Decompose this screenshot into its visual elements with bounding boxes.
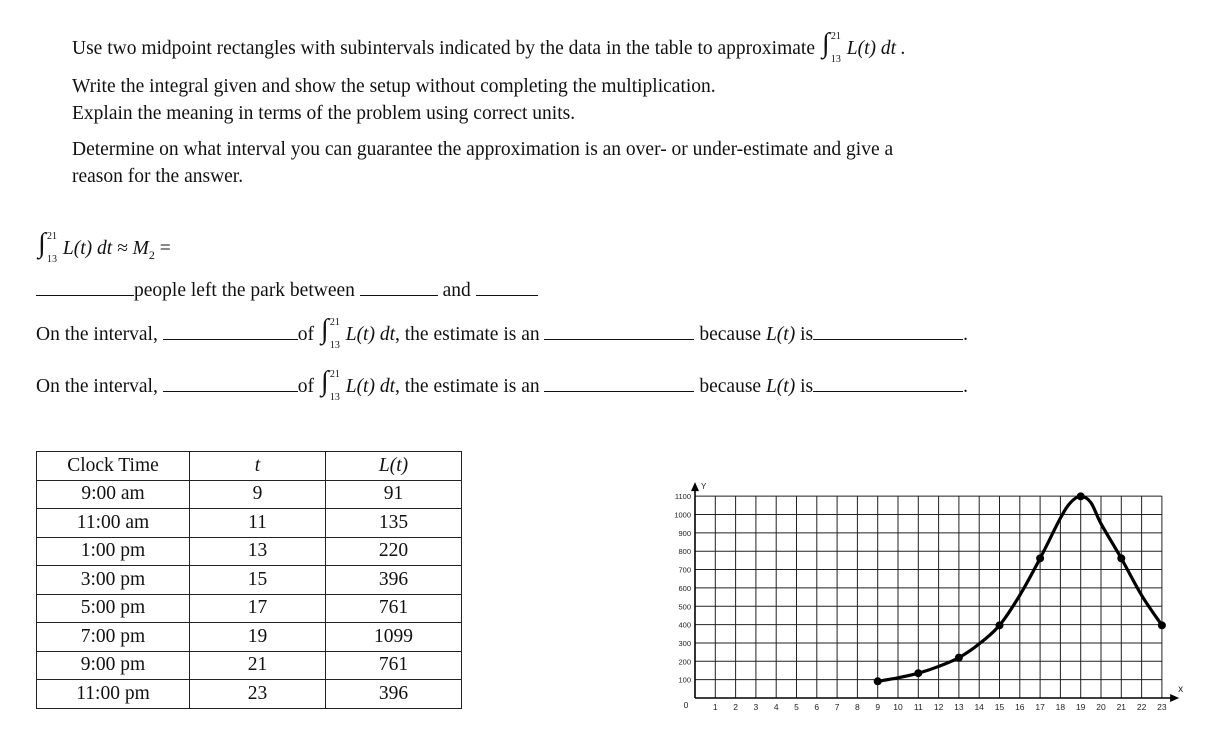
equals-sign: = xyxy=(159,238,171,259)
x-tick-label: 12 xyxy=(933,702,944,712)
integral-symbol: ∫ 21 13 xyxy=(38,228,57,265)
interval-line-2 xyxy=(36,366,968,403)
estimate-text: , the estimate is an xyxy=(395,376,540,397)
cell-t: 11 xyxy=(190,509,326,538)
cell-t: 21 xyxy=(190,651,326,680)
table-row xyxy=(37,480,462,509)
table-row xyxy=(37,651,462,680)
and-text: and xyxy=(442,280,471,301)
y-axis-arrow xyxy=(691,482,699,491)
data-point xyxy=(1158,621,1166,629)
cell-t: 17 xyxy=(190,594,326,623)
interval-line-1 xyxy=(36,314,968,351)
y-tick-label: 200 xyxy=(678,657,691,667)
x-tick-label: 6 xyxy=(814,702,820,712)
x-tick-label: 21 xyxy=(1116,702,1127,712)
blank-people[interactable] xyxy=(36,279,134,296)
interval-label: On the interval, xyxy=(36,376,158,397)
blank-interval-2[interactable] xyxy=(163,375,298,392)
x-tick-label: 17 xyxy=(1035,702,1045,712)
header-clock-time: Clock Time xyxy=(37,452,190,481)
blank-end-time[interactable] xyxy=(476,279,538,296)
header-t: t xyxy=(190,452,326,481)
y-tick-label: 600 xyxy=(678,583,691,593)
cell-time: 5:00 pm xyxy=(37,594,190,623)
period: . xyxy=(963,376,968,397)
is-text: is xyxy=(800,324,814,345)
data-point xyxy=(1036,554,1044,562)
table-row xyxy=(37,537,462,566)
approx-subscript: 2 xyxy=(148,247,155,262)
midpoint-setup-line xyxy=(36,228,171,266)
blank-reason-1[interactable] xyxy=(813,323,963,340)
cell-L: 1099 xyxy=(326,623,462,652)
estimate-text: , the estimate is an xyxy=(395,324,540,345)
x-tick-label: 22 xyxy=(1136,702,1147,712)
cell-t: 15 xyxy=(190,566,326,595)
because-text: because xyxy=(699,324,762,345)
people-text: people left the park between xyxy=(134,280,355,301)
x-tick-label: 2 xyxy=(733,702,738,712)
cell-t: 9 xyxy=(190,480,326,509)
approx-symbol: ≈ M xyxy=(117,238,149,259)
y-tick-label: 800 xyxy=(678,547,691,557)
cell-time: 9:00 pm xyxy=(37,651,190,680)
data-point xyxy=(1077,492,1085,500)
period: . xyxy=(963,324,968,345)
integral-symbol: ∫ 21 13 xyxy=(320,314,340,351)
interval-label: On the interval, xyxy=(36,324,158,345)
cell-L: 396 xyxy=(326,566,462,595)
x-axis-label: x xyxy=(1178,684,1184,695)
table-row xyxy=(37,566,462,595)
origin-label: 0 xyxy=(683,700,689,710)
x-tick-label: 3 xyxy=(753,702,759,712)
x-tick-label: 5 xyxy=(794,702,799,712)
table-row xyxy=(37,623,462,652)
interval-integrand: L(t) dt xyxy=(345,324,396,345)
because-function: L(t) xyxy=(765,376,796,397)
table-row xyxy=(37,680,462,709)
blank-reason-2[interactable] xyxy=(813,375,963,392)
cell-L: 761 xyxy=(326,594,462,623)
instruction-line-1 xyxy=(72,28,906,65)
instruction-integrand: L(t) dt . xyxy=(846,38,906,59)
cell-time: 9:00 am xyxy=(37,480,190,509)
blank-estimate-2[interactable] xyxy=(544,375,694,392)
function-graph xyxy=(650,446,1190,721)
y-tick-label: 500 xyxy=(678,602,691,612)
y-tick-label: 400 xyxy=(678,620,691,630)
header-L: L(t) xyxy=(326,452,462,481)
x-tick-label: 23 xyxy=(1157,702,1167,712)
because-function: L(t) xyxy=(765,324,796,345)
x-tick-label: 8 xyxy=(855,702,860,712)
data-point xyxy=(1117,554,1125,562)
x-tick-label: 13 xyxy=(954,702,964,712)
x-tick-label: 4 xyxy=(773,702,779,712)
of-text: of xyxy=(297,376,314,397)
table-header-row xyxy=(37,452,462,481)
cell-t: 13 xyxy=(190,537,326,566)
x-tick-label: 10 xyxy=(893,702,903,712)
y-tick-label: 300 xyxy=(678,638,691,648)
x-tick-label: 14 xyxy=(974,702,984,712)
cell-time: 1:00 pm xyxy=(37,537,190,566)
cell-L: 396 xyxy=(326,680,462,709)
integral-symbol: ∫ 21 13 xyxy=(320,366,340,403)
y-tick-label: 100 xyxy=(678,675,691,685)
y-tick-label: 1000 xyxy=(674,510,691,520)
x-tick-label: 19 xyxy=(1075,702,1086,712)
instruction-line-2: Write the integral given and show the setup without completing the multiplication. xyxy=(72,76,716,97)
integral-symbol: ∫ 21 13 xyxy=(821,28,841,65)
setup-integrand: L(t) dt xyxy=(62,238,113,259)
instruction-line-3: Explain the meaning in terms of the problem using correct units. xyxy=(72,103,576,124)
x-tick-label: 20 xyxy=(1096,702,1106,712)
cell-time: 3:00 pm xyxy=(37,566,190,595)
table-row xyxy=(37,509,462,538)
cell-L: 91 xyxy=(326,480,462,509)
cell-L: 761 xyxy=(326,651,462,680)
people-left-line xyxy=(36,279,538,302)
x-tick-label: 16 xyxy=(1015,702,1025,712)
x-tick-label: 15 xyxy=(994,702,1005,712)
y-tick-label: 700 xyxy=(678,565,691,575)
instruction-text-1: Use two midpoint rectangles with subintervals indicated by the data in the table to approximate xyxy=(72,38,815,59)
data-point xyxy=(955,654,963,662)
instruction-line-5: reason for the answer. xyxy=(72,166,244,187)
is-text: is xyxy=(800,376,814,397)
blank-estimate-1[interactable] xyxy=(544,323,694,340)
cell-time: 11:00 pm xyxy=(37,680,190,709)
interval-integrand: L(t) dt xyxy=(345,376,396,397)
data-point xyxy=(874,677,882,685)
because-text: because xyxy=(699,376,762,397)
table-row xyxy=(37,594,462,623)
x-tick-label: 11 xyxy=(913,702,923,712)
cell-time: 11:00 am xyxy=(37,509,190,538)
cell-L: 220 xyxy=(326,537,462,566)
cell-L: 135 xyxy=(326,509,462,538)
blank-start-time[interactable] xyxy=(360,279,438,296)
x-axis-arrow xyxy=(1170,694,1179,702)
data-point xyxy=(996,621,1004,629)
y-tick-label: 900 xyxy=(678,528,691,538)
cell-time: 7:00 pm xyxy=(37,623,190,652)
cell-t: 19 xyxy=(190,623,326,652)
x-tick-label: 18 xyxy=(1055,702,1066,712)
y-tick-label: 1100 xyxy=(674,492,691,502)
data-table xyxy=(36,451,462,709)
y-axis-label: Y xyxy=(701,482,707,492)
instruction-line-4: Determine on what interval you can guarantee the approximation is an over- or under-estimate and give a xyxy=(72,139,894,160)
x-tick-label: 7 xyxy=(834,702,840,712)
cell-t: 23 xyxy=(190,680,326,709)
data-point xyxy=(914,669,922,677)
blank-interval-1[interactable] xyxy=(163,323,298,340)
of-text: of xyxy=(297,324,314,345)
x-tick-label: 1 xyxy=(712,702,718,712)
x-tick-label: 9 xyxy=(875,702,881,712)
